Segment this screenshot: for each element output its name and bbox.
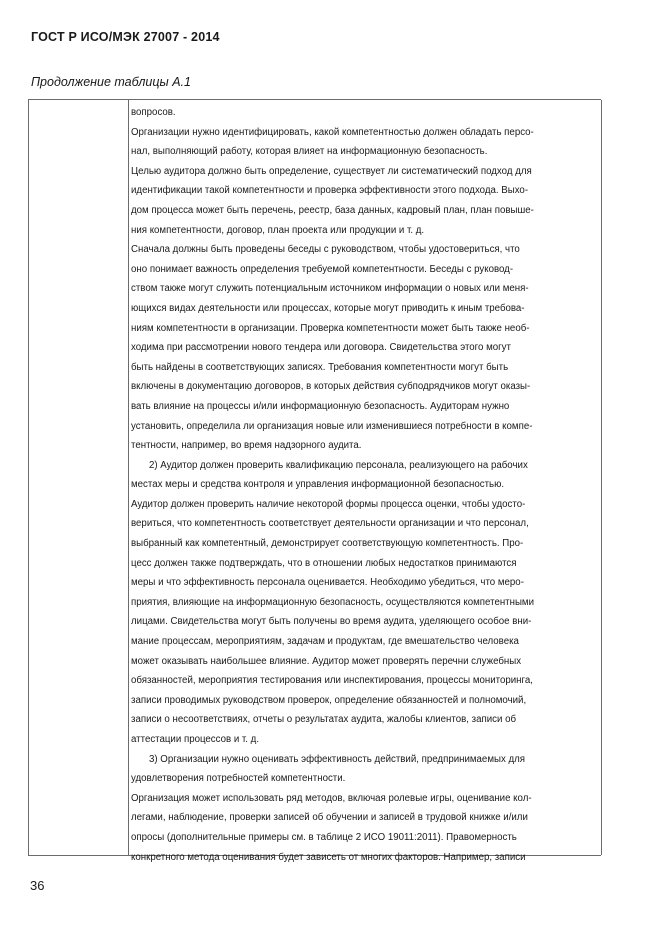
table — [28, 99, 601, 863]
text-line: быть найдены в соответствующих записях. Требования компетентности могут быть — [131, 361, 509, 373]
text-line: цесс должен также подтверждать, что в отношении любых недостатков принимаются — [131, 557, 517, 569]
text-line: ходима при рассмотрении нового тендера или договора. Свидетельства этого могут — [131, 342, 511, 354]
text-line: местах меры и средства контроля и управления информационной безопасностью. — [131, 479, 505, 491]
text-line: аттестации процессов и т. д. — [131, 734, 260, 745]
text-line: установить, определила ли организация новые или изменившиеся потребности в компе- — [131, 420, 533, 432]
text-line: включены в документацию договоров, в которых действия субподрядчиков могут оказы- — [131, 381, 531, 393]
text-line: лицами. Свидетельства могут быть получены во время аудита, уделяющего особое вни- — [131, 616, 532, 628]
table-caption: Продолжение таблицы А.1 — [31, 75, 191, 89]
text-line: 3) Организации нужно оценивать эффективность действий, предпринимаемых для — [149, 753, 526, 765]
text-line: Сначала должны быть проведены беседы с руководством, чтобы удостовериться, что — [131, 244, 520, 256]
text-line: идентификации такой компетентности и проверка эффективности этого подхода. Выхо- — [131, 185, 529, 197]
text-line: ния компетентности, договор, план проекта или продукции и т. д. — [131, 224, 425, 236]
text-line: вать влияние на процессы и/или информационную безопасность. Аудиторам нужно — [131, 400, 510, 412]
text-line: может оказывать наибольшее влияние. Аудитор может проверять перечни служебных — [131, 655, 522, 667]
text-line: записи проводимых руководством проверок, определение обязанностей и полномочий, — [131, 694, 527, 706]
text-line: опросы (дополнительные примеры см. в таблице 2 ИСО 19011:2011). Правомерность — [131, 831, 517, 843]
text-line: Организация может использовать ряд методов, включая ролевые игры, оценивание кол- — [131, 792, 532, 804]
text-line: ством также могут служить потенциальным источником информации о новых или меня- — [131, 283, 529, 295]
text-line: дом процесса может быть перечень, реестр, база данных, кадровый план, план повыше- — [131, 204, 534, 216]
standard-header: ГОСТ Р ИСО/МЭК 27007 - 2014 — [31, 30, 220, 44]
text-line: вопросов. — [131, 107, 176, 118]
text-line: ющихся видах деятельности или процессах, которые могут приводить к иным требова- — [131, 302, 525, 314]
text-line: мание процессам, мероприятиям, задачам и продуктам, где вмешательство человека — [131, 636, 519, 648]
text-line: выбранный как компетентный, демонстрирует соответствующую компетентность. Про- — [131, 538, 524, 550]
text-line: нал, выполняющий работу, которая влияет на информационную безопасность. — [131, 146, 488, 158]
column-separator — [128, 100, 129, 855]
text-line: приятия, влияющие на информационную безопасность, осуществляются компетентными — [131, 596, 535, 608]
text-line: Организации нужно идентифицировать, какой компетентностью должен обладать персо- — [131, 126, 534, 138]
text-line: легами, наблюдение, проверки записей об обучении и записей в трудовой книжке и/или — [131, 812, 528, 824]
text-line: Аудитор должен проверить наличие некоторой формы процесса оценки, чтобы удосто- — [131, 498, 526, 510]
text-line: оно понимает важность определения требуемой компетентности. Беседы с руковод- — [131, 263, 514, 275]
page-number: 36 — [30, 878, 45, 893]
text-line: обязанностей, мероприятия тестирования или инспектирования, процессы мониторинга, — [131, 675, 533, 687]
text-line: тентности, например, во время надзорного аудита. — [131, 440, 362, 452]
table-cell-text — [131, 103, 599, 867]
text-line: конкретного метода оценивания будет зависеть от многих факторов. Например, записи — [131, 851, 526, 863]
text-line: ниям компетентности в организации. Проверка компетентности может быть также необ- — [131, 322, 530, 334]
text-line: вериться, что компетентность соответствует деятельности организации и что персонал, — [131, 518, 529, 530]
text-line: Целью аудитора должно быть определение, существует ли систематический подход для — [131, 165, 532, 177]
text-line: удовлетворения потребностей компетентности. — [131, 773, 346, 785]
table-right-border — [601, 100, 602, 855]
text-line: меры и что эффективность персонала оценивается. Необходимо убедиться, что меро- — [131, 577, 524, 589]
text-line: 2) Аудитор должен проверить квалификацию персонала, реализующего на рабочих — [149, 459, 528, 471]
text-line: записи о несоответствиях, отчеты о результатах аудита, жалобы клиентов, записи об — [131, 714, 517, 726]
